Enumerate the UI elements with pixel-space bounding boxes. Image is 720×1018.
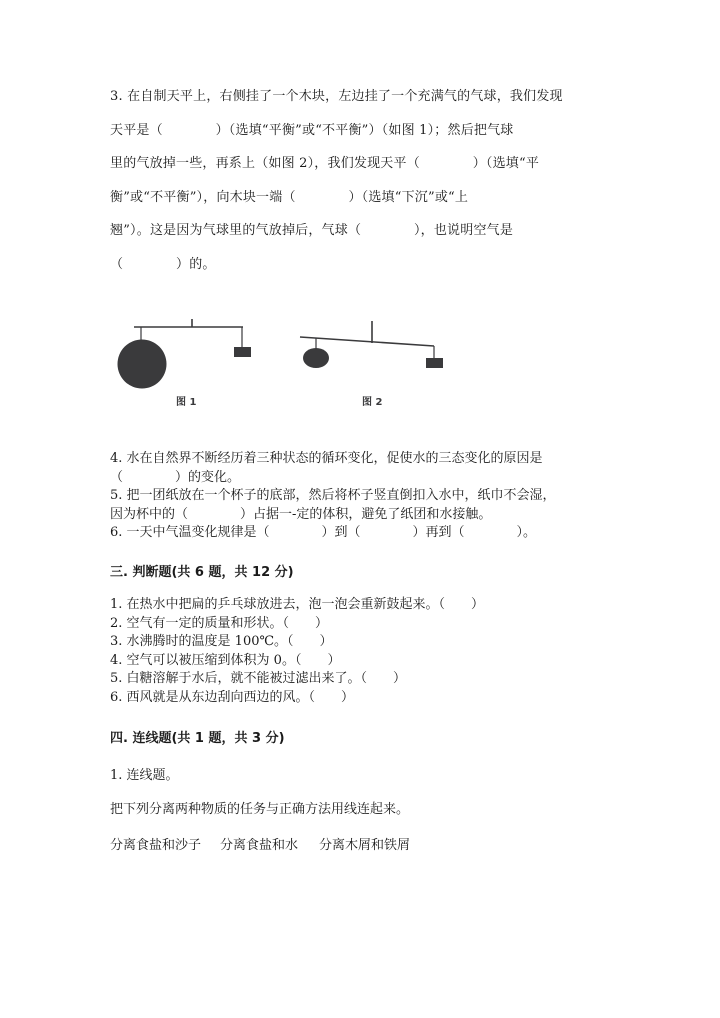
matching-task: 分离木屑和铁屑 bbox=[319, 838, 411, 853]
fig2-wood-block bbox=[426, 358, 443, 368]
figure-2-balance bbox=[300, 321, 443, 408]
question-3-line: 里的气放掉一些，再系上（如图 2），我们发现天平（ ）（选填“平 bbox=[110, 156, 540, 171]
question-line: （ ）的变化。 bbox=[110, 469, 241, 485]
question-line: 6. 一天中气温变化规律是（ ）到（ ）再到（ ）。 bbox=[110, 525, 537, 540]
section-3-title: 三. 判断题(共 6 题，共 12 分) bbox=[110, 565, 294, 580]
question-line: 因为杯中的（ ）占据一-定的体积，避免了纸团和水接触。 bbox=[110, 506, 492, 522]
question-3-line: 翘”）。这是因为气球里的气放掉后，气球（ ），也说明空气是 bbox=[110, 223, 514, 238]
section-3-items bbox=[110, 596, 484, 707]
section-4-title: 四. 连线题(共 1 题，共 3 分) bbox=[110, 731, 285, 746]
figure-2-label: 图 2 bbox=[362, 397, 383, 408]
matching-task: 分离食盐和沙子 bbox=[110, 838, 202, 853]
matching-question: 1. 连线题。 bbox=[110, 768, 179, 783]
fig1-inflated-balloon bbox=[118, 340, 167, 389]
fig2-deflated-balloon bbox=[303, 348, 329, 368]
fig1-wood-block bbox=[234, 347, 251, 357]
question-3-line: 衡”或“不平衡”），向木块一端（ ）（选填“下沉”或“上 bbox=[110, 189, 469, 205]
judgement-item: 6. 西风就是从东边刮向西边的风。（ ） bbox=[110, 689, 355, 705]
fig2-beam bbox=[300, 337, 434, 346]
question-3-line: 天平是（ ）（选填“平衡”或“不平衡”）（如图 1）；然后把气球 bbox=[110, 122, 514, 138]
question-3-line: 3. 在自制天平上，右侧挂了一个木块，左边挂了一个充满气的气球，我们发现 bbox=[110, 89, 563, 104]
figure-1-label: 图 1 bbox=[176, 397, 197, 408]
judgement-item: 3. 水沸腾时的温度是 100℃。（ ） bbox=[110, 634, 333, 649]
judgement-item: 2. 空气有一定的质量和形状。（ ） bbox=[110, 615, 329, 631]
figure-1-balance bbox=[118, 319, 252, 408]
judgement-item: 1. 在热水中把扁的乒乓球放进去，泡一泡会重新鼓起来。（ ） bbox=[110, 597, 485, 612]
question-line: 5. 把一团纸放在一个杯子的底部，然后将杯子竖直倒扣入水中，纸巾不会湿， bbox=[110, 488, 556, 503]
question-line: 4. 水在自然界不断经历着三种状态的循环变化，促使水的三态变化的原因是 bbox=[110, 451, 543, 466]
question-3 bbox=[110, 80, 610, 281]
judgement-item: 4. 空气可以被压缩到体积为 0。（ ） bbox=[110, 652, 341, 668]
questions-4-to-6 bbox=[110, 450, 556, 543]
matching-task: 分离食盐和水 bbox=[220, 838, 299, 853]
balance-figure bbox=[110, 315, 470, 415]
judgement-item: 5. 白糖溶解于水后，就不能被过滤出来了。（ ） bbox=[110, 671, 407, 686]
matching-instruction: 把下列分离两种物质的任务与正确方法用线连起来。 bbox=[110, 802, 410, 817]
question-3-line: （ ）的。 bbox=[110, 256, 216, 272]
